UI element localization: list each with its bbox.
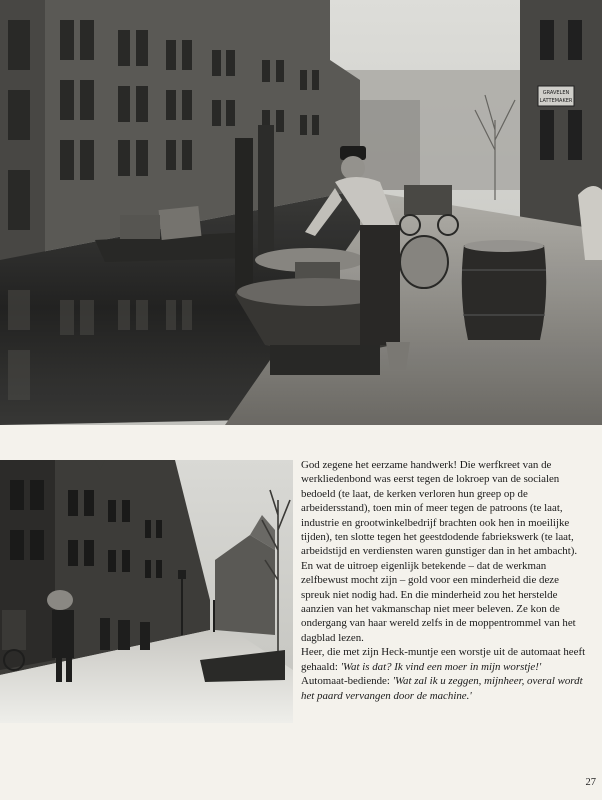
street-cart (2, 610, 26, 650)
shop-sign-line-2: LATTEMAKER (539, 98, 573, 104)
article-paragraph-3 (301, 674, 587, 703)
article-paragraph-1: God zegene het eerzame handwerk! Die werfkreet van de werkliedenbond was eerst tegen de lokroep van de socialen bedoeld (te laat, de kerken verloren hun greep op de arbeidersstand), toen min of meer tegen de patroons (te laat, industrie en grootwinkelbedrijf brachten ook hen in moeilijke tijden), ten slotte tegen het geestdodende fabriekswerk (te laat, arbeidstijd en verdiensten waren gunstiger dan in het ambacht). En wat de uitroep eigenlijk betekende – dat de werkman zelfbewust mocht zijn – gold voor een minderheid die deze spreuk niet nodig had. En die minderheid zou het herstelde aanzien van het vakmanschap niet meer beleven. Ze kon de ondergang van haar wereld zelfs in de moppentrommel van het dagblad lezen. (301, 459, 578, 644)
shop-sign-line-1: GRAVELEN (542, 90, 570, 96)
article-paragraph-2 (301, 645, 587, 674)
article-text (301, 458, 587, 703)
page-number: 27 (585, 777, 596, 788)
bottom-photo-snowy-street (0, 460, 293, 723)
bottom-photo-canvas (0, 460, 293, 723)
heck-coin-quote: 'Wat is dat? Ik vind een moer in mijn worstje!' (340, 660, 542, 673)
attendant-quote: 'Wat zal ik u zeggen, mijnheer, overal wordt het paard vervangen door de machine.' (301, 675, 583, 702)
heck-coin-intro: Heer, die met zijn Heck-muntje een worstje uit de automaat heeft gehaald: (301, 646, 586, 673)
attendant-intro: Automaat-bediende: (301, 675, 393, 688)
